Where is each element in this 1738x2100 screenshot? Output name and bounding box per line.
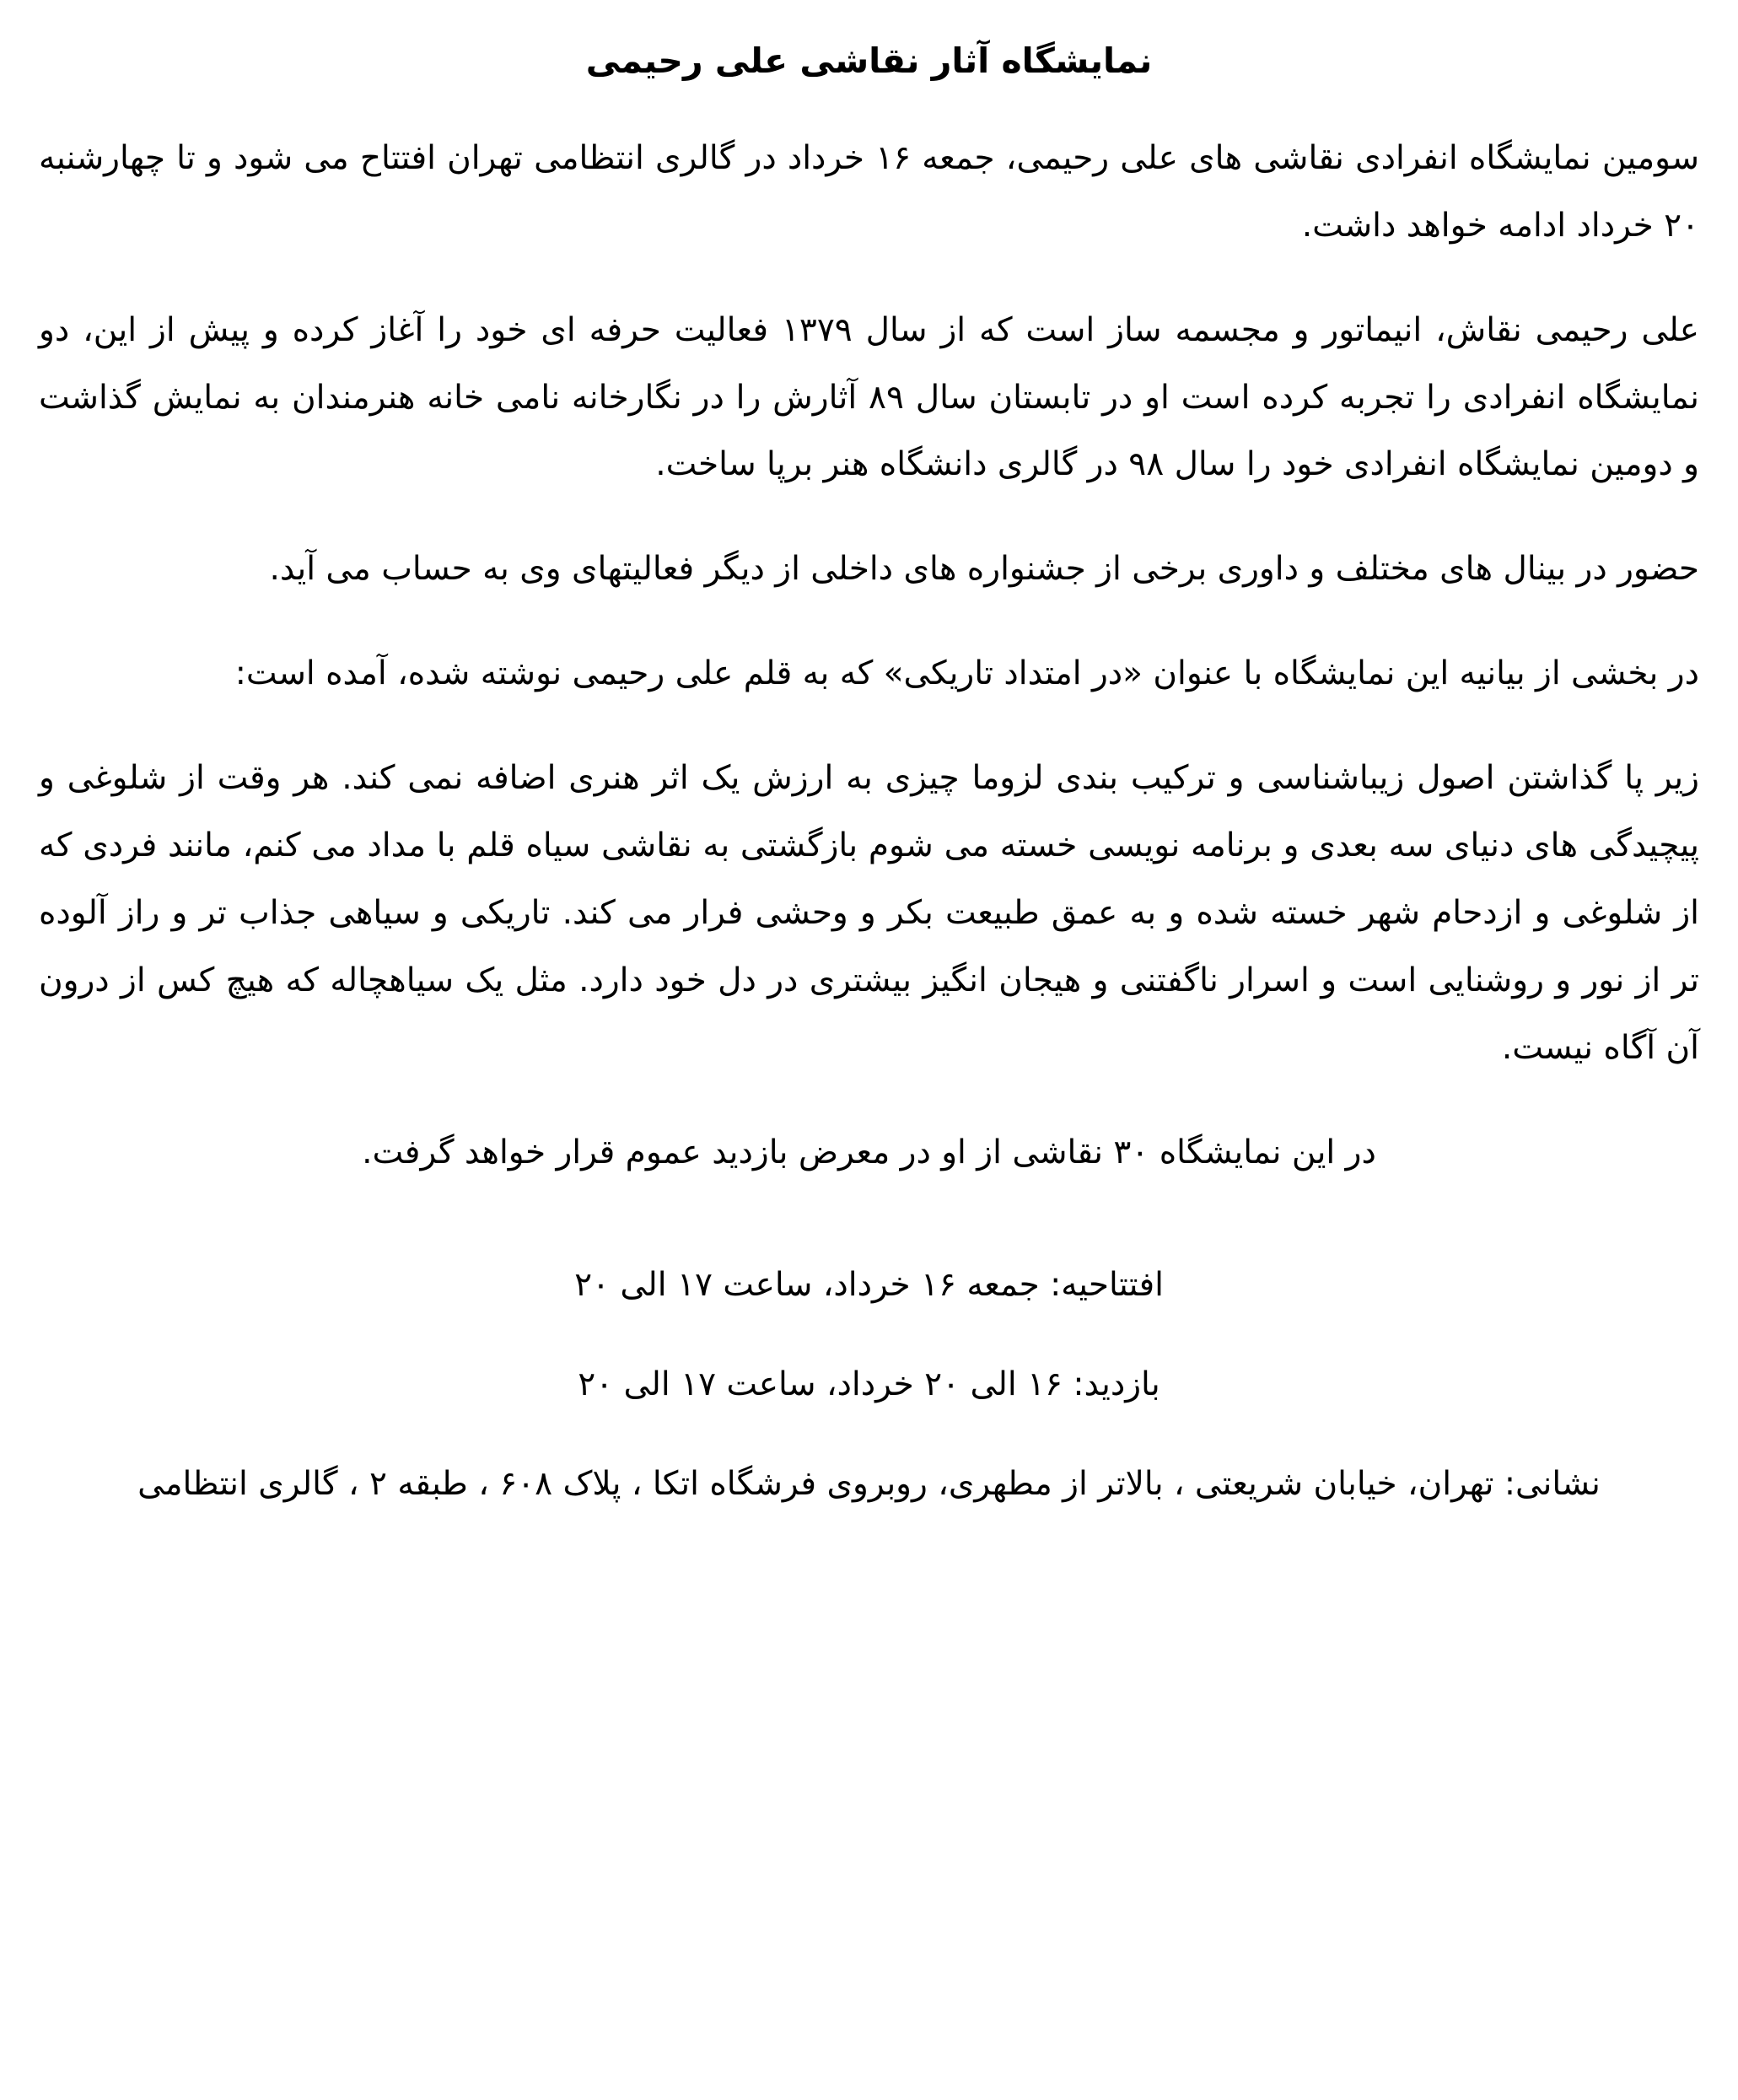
visiting-hours-line: بازدید: ۱۶ الی ۲۰ خرداد، ساعت ۱۷ الی ۲۰ (578, 1365, 1160, 1403)
paragraph-statement-body: زیر پا گذاشتن اصول زیباشناسی و ترکیب بندی لزوما چیزی به ارزش یک اثر هنری اضافه نمی کند. هر وقت از شلوغی و پیچیدگی های دنیای سه بعدی و برنامه نویسی خسته می شوم بازگشتی به نقاشی سیاه قلم با مداد می کنم، مانند فردی که از شلوغی و ازدحام شهر خسته شده و به عمق طبیعت بکر و وحشی فرار می کند. تاریکی و سیاهی جذاب تر و راز آلوده تر از نور و روشنایی است و اسرار ناگفتنی و هیجان انگیز بیشتری در دل خود دارد. مثل یک سیاهچاله که هیچ کس از درون آن آگاه نیست. (39, 759, 1699, 1067)
paragraph-artwork-count: در این نمایشگاه ۳۰ نقاشی از او در معرض بازدید عموم قرار خواهد گرفت. (362, 1133, 1376, 1171)
paragraph-biography: علی رحیمی نقاش، انیماتور و مجسمه ساز است که از سال ۱۳۷۹ فعالیت حرفه ای خود را آغاز کرده و پیش از این، دو نمایشگاه انفرادی را تجربه کرده است او در تابستان سال ۸۹ آثارش را در نگارخانه نامی خانه هنرمندان به نمایش گذاشت و دومین نمایشگاه انفرادی خود را سال ۹۸ در گالری دانشگاه هنر برپا ساخت. (39, 310, 1700, 484)
paragraph-statement-lead: در بخشی از بیانیه این نمایشگاه با عنوان «در امتداد تاریکی» که به قلم علی رحیمی نوشته شده، آمده است: (234, 654, 1699, 693)
paragraph-activities: حضور در بینال های مختلف و داوری برخی از جشنواره های داخلی از دیگر فعالیتهای وی به حساب می آید. (269, 550, 1699, 589)
page-title: نمایشگاه آثار نقاشی علی رحیمی (585, 40, 1153, 81)
paragraph-intro: سومین نمایشگاه انفرادی نقاشی های علی رحیمی، جمعه ۱۶ خرداد در گالری انتظامی تهران افتتاح می شود و تا چهارشنبه ۲۰ خرداد ادامه خواهد داشت. (39, 138, 1699, 245)
address-line: نشانی: تهران، خیابان شریعتی ، بالاتر از مطهری، روبروی فرشگاه اتکا ، پلاک ۶۰۸ ، طبقه ۲ ، گالری انتظامی (137, 1464, 1601, 1503)
section-divider (39, 1224, 1699, 1252)
opening-time-line: افتتاحیه: جمعه ۱۶ خرداد، ساعت ۱۷ الی ۲۰ (574, 1265, 1164, 1304)
